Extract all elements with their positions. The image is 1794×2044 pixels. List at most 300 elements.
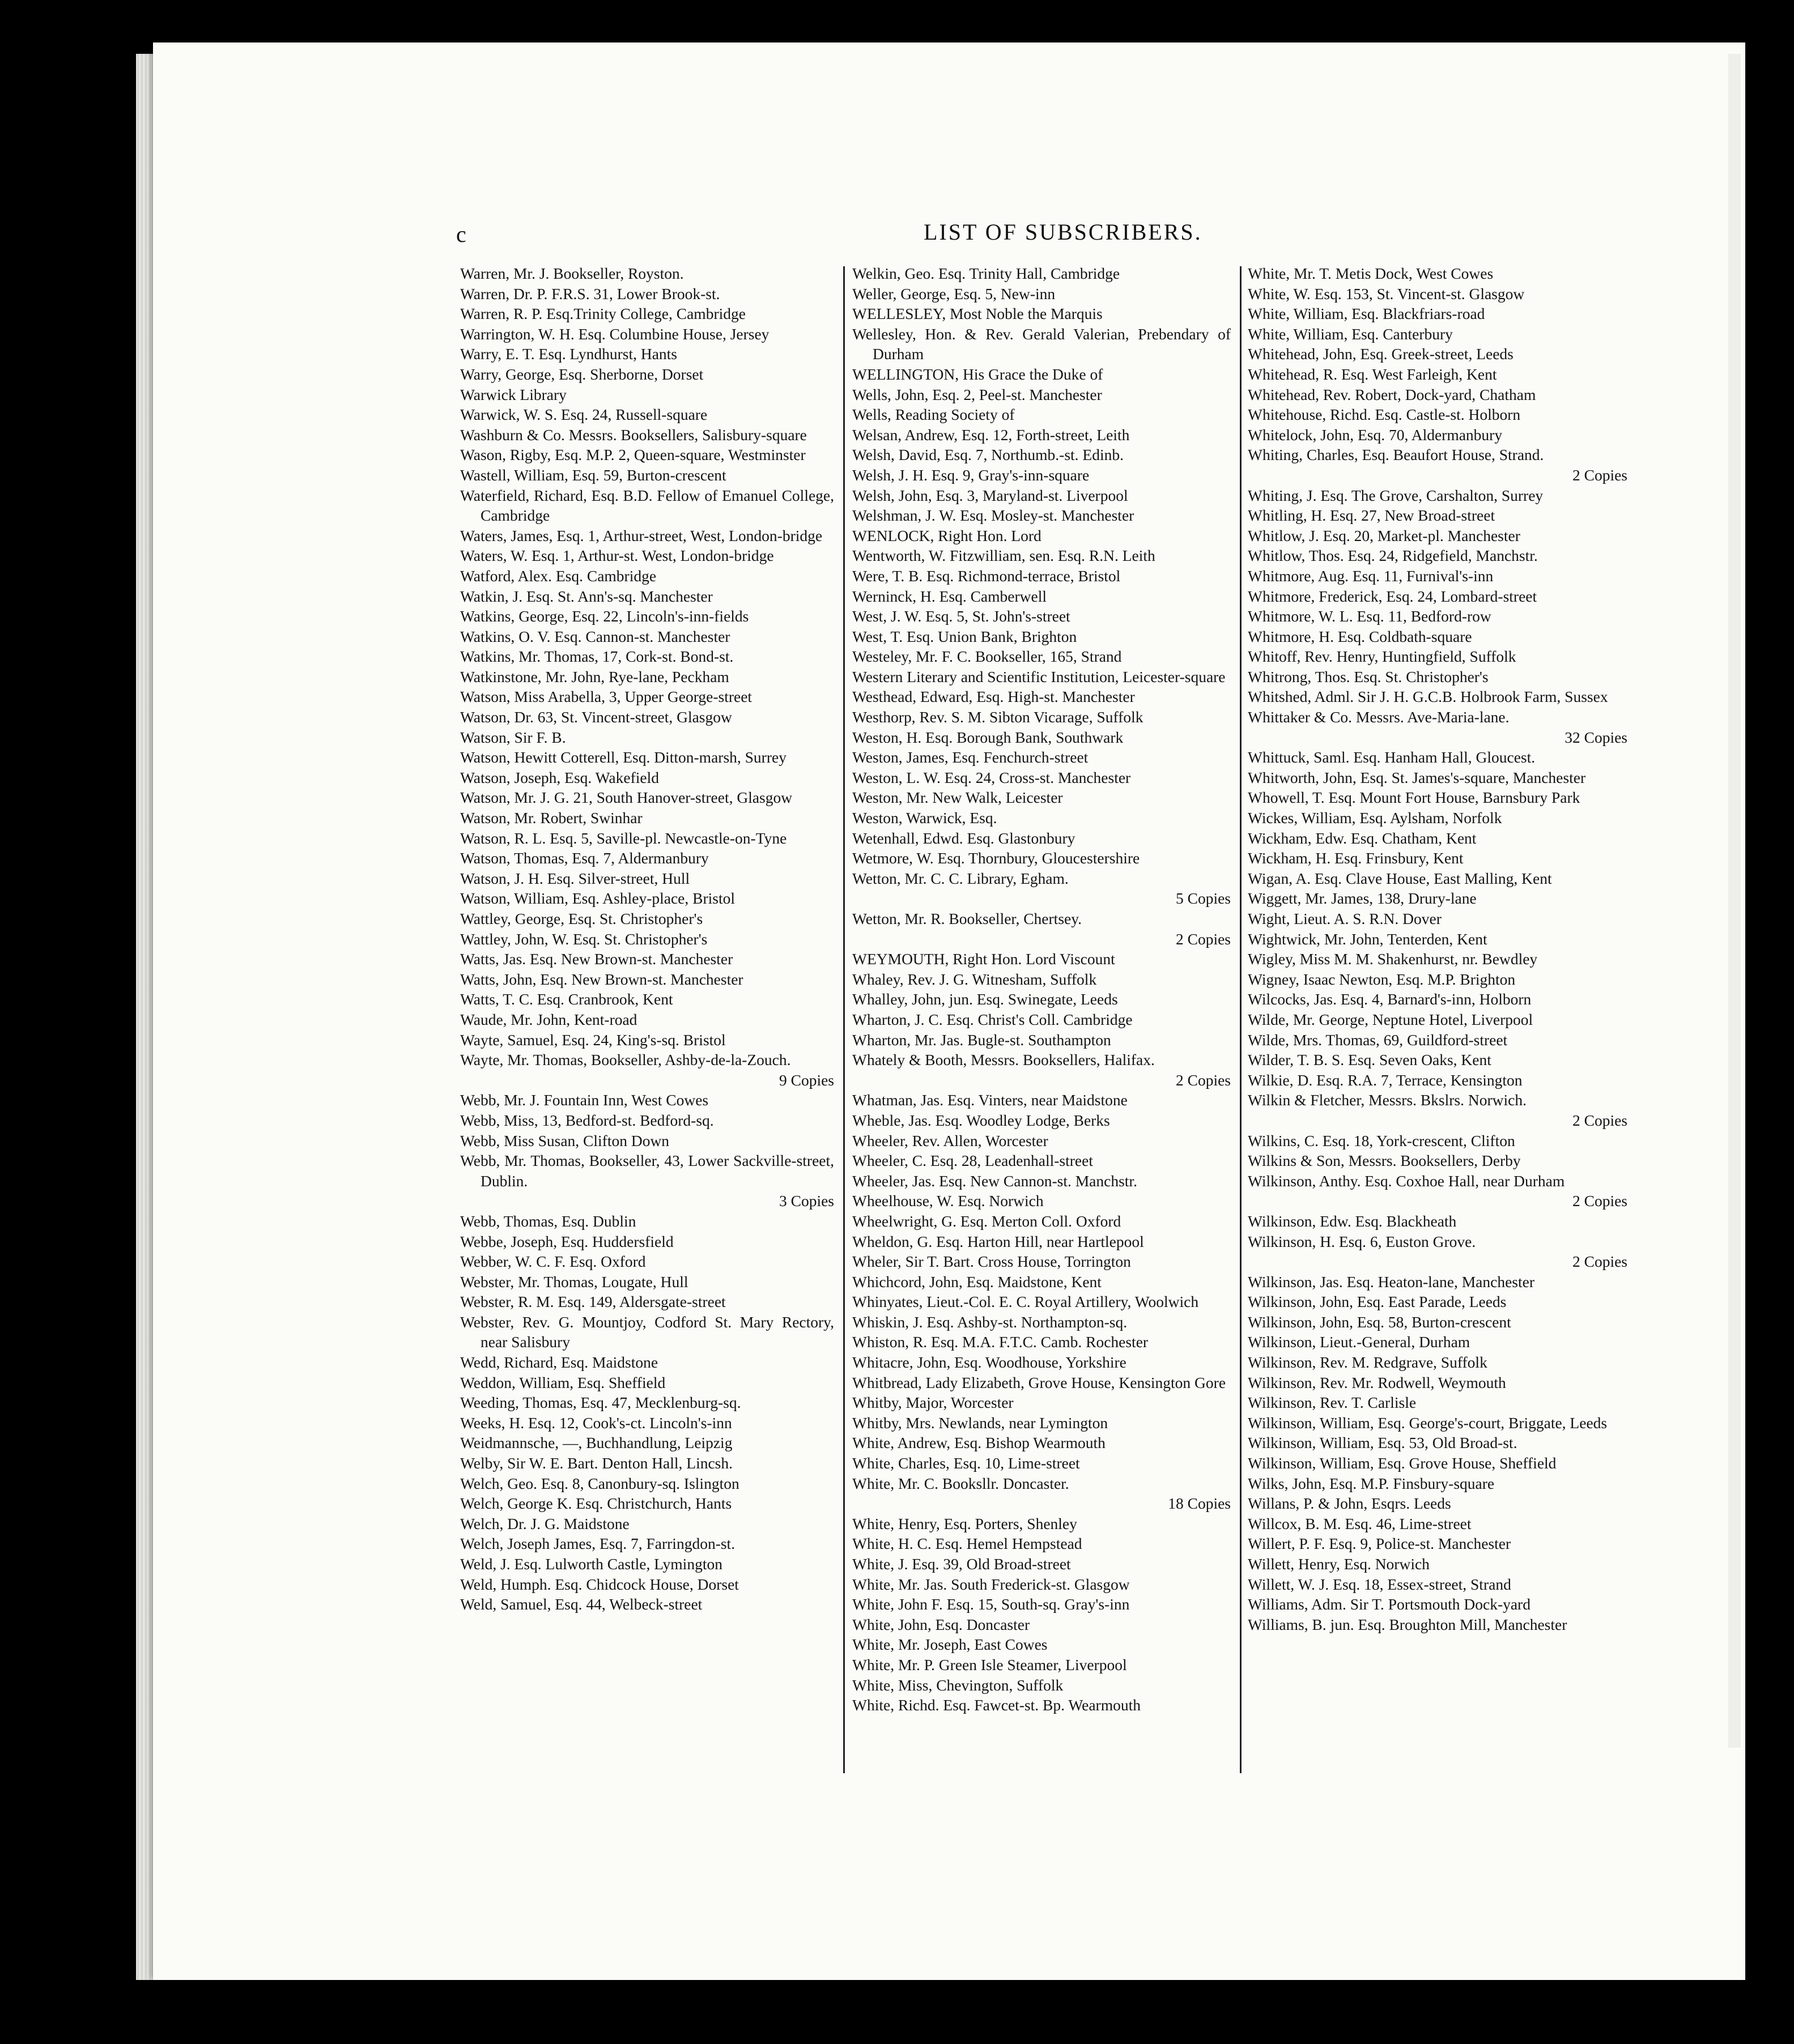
subscriber-entry (1248, 1312, 1627, 1332)
subscriber-entry (460, 1554, 834, 1574)
subscriber-name: Whitworth, John, Esq. St. James's-square, Manchester (1248, 768, 1586, 786)
subscriber-name: Webster, Rev. G. Mountjoy, Codford St. Mary Rectory, near Salisbury (460, 1313, 834, 1351)
subscriber-name: Whiston, R. Esq. M.A. F.T.C. Camb. Rochester (852, 1333, 1149, 1351)
subscriber-name: Westhead, Edward, Esq. High-st. Manchester (852, 688, 1135, 706)
subscriber-entry (1248, 808, 1627, 828)
subscriber-entry (1248, 1272, 1627, 1292)
copies-count: 2 Copies (1572, 466, 1627, 484)
subscriber-entry (852, 1514, 1231, 1534)
subscriber-entry (852, 949, 1231, 969)
subscriber-entry (460, 1050, 834, 1090)
subscriber-name: Whitby, Major, Worcester (852, 1394, 1014, 1412)
subscriber-name: Whitlow, J. Esq. 20, Market-pl. Manchester (1248, 526, 1520, 544)
subscriber-name: Whichcord, John, Esq. Maidstone, Kent (852, 1272, 1102, 1291)
subscriber-entry (1248, 1050, 1627, 1070)
subscriber-name: Welshman, J. W. Esq. Mosley-st. Manchester (852, 506, 1134, 525)
subscriber-name: Wheeler, Rev. Allen, Worcester (852, 1131, 1048, 1149)
subscriber-entry (852, 989, 1231, 1010)
subscriber-name: White, Andrew, Esq. Bishop Wearmouth (852, 1434, 1106, 1452)
subscriber-entry (852, 667, 1231, 687)
subscriber-entry (852, 364, 1231, 385)
subscriber-entry (1248, 505, 1627, 526)
subscriber-entry (460, 787, 834, 808)
subscriber-entry (852, 646, 1231, 667)
subscriber-entry (460, 1232, 834, 1252)
subscriber-entry (1248, 344, 1627, 364)
subscriber-name: Whitacre, John, Esq. Woodhouse, Yorkshire (852, 1353, 1126, 1372)
subscriber-entry (852, 1292, 1231, 1312)
subscriber-name: Wetton, Mr. C. C. Library, Egham. (852, 869, 1069, 887)
subscriber-name: Wason, Rigby, Esq. M.P. 2, Queen-square, Westminster (460, 446, 806, 464)
subscriber-name: Webbe, Joseph, Esq. Huddersfield (460, 1232, 674, 1250)
subscriber-entry (1248, 1514, 1627, 1534)
subscriber-entry (460, 1090, 834, 1110)
subscriber-entry (460, 1211, 834, 1232)
subscriber-name: Whowell, T. Esq. Mount Fort House, Barnsbury Park (1248, 789, 1580, 807)
subscriber-column-1 (460, 263, 834, 1615)
subscriber-entry (1248, 1554, 1627, 1574)
subscriber-name: Whitmore, H. Esq. Coldbath-square (1248, 627, 1472, 645)
subscriber-name: Whitling, H. Esq. 27, New Broad-street (1248, 506, 1495, 525)
subscriber-name: Wellesley, Hon. & Rev. Gerald Valerian, Prebendary of Durham (852, 325, 1231, 363)
subscriber-entry (852, 1474, 1231, 1514)
subscriber-name: White, Mr. T. Metis Dock, West Cowes (1248, 265, 1494, 282)
subscriber-entry (1248, 1453, 1627, 1474)
subscriber-name: Wilkinson, Rev. Mr. Rodwell, Weymouth (1248, 1373, 1506, 1391)
subscriber-entry (460, 989, 834, 1010)
subscriber-entry (460, 1433, 834, 1453)
subscriber-entry (852, 787, 1231, 808)
subscriber-entry (1248, 1574, 1627, 1595)
subscriber-name: White, William, Esq. Blackfriars-road (1248, 305, 1485, 323)
subscriber-name: Whitehead, John, Esq. Greek-street, Leeds (1248, 345, 1514, 363)
subscriber-entry (852, 687, 1231, 707)
copies-count: 2 Copies (1572, 1192, 1627, 1210)
subscriber-name: Wetton, Mr. R. Bookseller, Chertsey. (852, 910, 1082, 927)
subscriber-name: Whaley, Rev. J. G. Witnesham, Suffolk (852, 970, 1097, 988)
subscriber-name: Weeding, Thomas, Esq. 47, Mecklenburg-sq. (460, 1394, 741, 1412)
subscriber-entry (460, 1110, 834, 1131)
subscriber-name: Wilde, Mrs. Thomas, 69, Guildford-street (1248, 1030, 1508, 1049)
subscriber-entry (852, 526, 1231, 546)
subscriber-name: Whitmore, Aug. Esq. 11, Furnival's-inn (1248, 567, 1494, 585)
subscriber-name: Welch, Joseph James, Esq. 7, Farringdon-st. (460, 1535, 736, 1553)
subscriber-entry (1248, 425, 1627, 445)
subscriber-entry (1248, 949, 1627, 969)
subscriber-entry (1248, 1534, 1627, 1554)
subscriber-name: Wilkinson, Lieut.-General, Durham (1248, 1333, 1470, 1351)
subscriber-entry (852, 1050, 1231, 1090)
subscriber-entry (852, 304, 1231, 324)
subscriber-entry (460, 586, 834, 607)
subscriber-entry (1248, 1070, 1627, 1091)
subscriber-name: Wight, Lieut. A. S. R.N. Dover (1248, 910, 1442, 927)
subscriber-entry (1248, 364, 1627, 385)
subscriber-name: Weston, L. W. Esq. 24, Cross-st. Manchester (852, 768, 1131, 786)
subscriber-name: White, H. C. Esq. Hemel Hempstead (852, 1535, 1082, 1553)
subscriber-name: White, J. Esq. 39, Old Broad-street (852, 1555, 1071, 1573)
subscriber-name: WELLINGTON, His Grace the Duke of (852, 365, 1103, 383)
subscriber-name: Wells, John, Esq. 2, Peel-st. Manchester (852, 385, 1102, 403)
subscriber-name: Wheble, Jas. Esq. Woodley Lodge, Berks (852, 1111, 1110, 1129)
subscriber-entry (1248, 747, 1627, 768)
subscriber-name: Wilkins, C. Esq. 18, York-crescent, Clifton (1248, 1131, 1515, 1149)
subscriber-name: Wigan, A. Esq. Clave House, East Malling, Kent (1248, 869, 1552, 887)
subscriber-name: Wilkinson, John, Esq. 58, Burton-crescent (1248, 1313, 1511, 1331)
subscriber-entry (852, 1615, 1231, 1635)
subscriber-name: Wilkinson, William, Esq. Grove House, Sheffield (1248, 1454, 1557, 1472)
subscriber-entry (852, 828, 1231, 849)
subscriber-entry (460, 284, 834, 304)
subscriber-name: Wentworth, W. Fitzwilliam, sen. Esq. R.N. Leith (852, 547, 1155, 565)
subscriber-name: WENLOCK, Right Hon. Lord (852, 526, 1041, 544)
subscriber-name: Welsh, John, Esq. 3, Maryland-st. Liverpool (852, 486, 1128, 504)
subscriber-name: Welch, George K. Esq. Christchurch, Hants (460, 1494, 732, 1513)
subscriber-entry (460, 364, 834, 385)
subscriber-name: Washburn & Co. Messrs. Booksellers, Salisbury-square (460, 425, 807, 444)
subscriber-entry (852, 606, 1231, 627)
subscriber-name: Weld, J. Esq. Lulworth Castle, Lymington (460, 1555, 722, 1573)
subscriber-name: Watson, Miss Arabella, 3, Upper George-street (460, 688, 753, 706)
subscriber-name: Whitby, Mrs. Newlands, near Lymington (852, 1413, 1108, 1432)
subscriber-name: Willett, Henry, Esq. Norwich (1248, 1555, 1430, 1573)
subscriber-entry (852, 1373, 1231, 1393)
subscriber-entry (1248, 546, 1627, 566)
subscriber-entry (852, 1574, 1231, 1595)
subscriber-entry (460, 1534, 834, 1554)
subscriber-entry (460, 808, 834, 828)
subscriber-name: Wharton, J. C. Esq. Christ's Coll. Cambridge (852, 1010, 1133, 1028)
subscriber-entry (460, 747, 834, 768)
subscriber-name: Wiggett, Mr. James, 138, Drury-lane (1248, 889, 1477, 908)
subscriber-name: Welch, Geo. Esq. 8, Canonbury-sq. Islington (460, 1474, 739, 1492)
subscriber-name: Williams, B. jun. Esq. Broughton Mill, Manchester (1248, 1615, 1567, 1633)
subscriber-name: Webb, Miss Susan, Clifton Down (460, 1131, 670, 1149)
subscriber-entry (460, 526, 834, 546)
subscriber-name: Weld, Samuel, Esq. 44, Welbeck-street (460, 1595, 703, 1613)
subscriber-name: Warwick Library (460, 385, 567, 403)
subscriber-name: Whitehead, R. Esq. West Farleigh, Kent (1248, 365, 1497, 383)
copies-count: 5 Copies (1175, 889, 1231, 908)
subscriber-entry (1248, 969, 1627, 990)
subscriber-name: Weston, Mr. New Walk, Leicester (852, 789, 1063, 807)
subscriber-entry (460, 566, 834, 586)
subscriber-entry (852, 324, 1231, 364)
copies-count: 2 Copies (1175, 930, 1231, 948)
subscriber-name: Wayte, Samuel, Esq. 24, King's-sq. Bristol (460, 1030, 726, 1049)
subscriber-name: Watson, Sir F. B. (460, 728, 566, 746)
subscriber-name: Wilkie, D. Esq. R.A. 7, Terrace, Kensington (1248, 1071, 1523, 1089)
subscriber-name: Watson, Thomas, Esq. 7, Aldermanbury (460, 849, 709, 867)
subscriber-name: Whatman, Jas. Esq. Vinters, near Maidstone (852, 1091, 1128, 1109)
subscriber-name: Watts, T. C. Esq. Cranbrook, Kent (460, 990, 673, 1008)
subscriber-entry (852, 486, 1231, 506)
subscriber-name: West, J. W. Esq. 5, St. John's-street (852, 607, 1070, 625)
subscriber-name: Wilkinson, William, Esq. 53, Old Broad-st. (1248, 1434, 1517, 1452)
subscriber-name: Whitlow, Thos. Esq. 24, Ridgefield, Manchstr. (1248, 547, 1538, 565)
column-divider (843, 266, 845, 1773)
subscriber-name: Warwick, W. S. Esq. 24, Russell-square (460, 406, 708, 424)
subscriber-entry (852, 627, 1231, 647)
subscriber-entry (852, 546, 1231, 566)
subscriber-entry (852, 1352, 1231, 1373)
subscriber-entry (460, 667, 834, 687)
subscriber-name: White, Miss, Chevington, Suffolk (852, 1676, 1064, 1694)
subscriber-name: Welsh, J. H. Esq. 9, Gray's-inn-square (852, 466, 1090, 484)
subscriber-name: Weller, George, Esq. 5, New-inn (852, 284, 1056, 303)
subscriber-name: Wheeler, Jas. Esq. New Cannon-st. Manchstr. (852, 1172, 1137, 1190)
subscriber-name: White, John F. Esq. 15, South-sq. Gray's-inn (852, 1595, 1130, 1613)
subscriber-name: Wharton, Mr. Jas. Bugle-st. Southampton (852, 1030, 1111, 1049)
subscriber-entry (1248, 486, 1627, 506)
subscriber-name: Wilkinson, John, Esq. East Parade, Leeds (1248, 1293, 1507, 1311)
subscriber-name: Wilkinson, Rev. T. Carlisle (1248, 1394, 1417, 1412)
subscriber-name: Wilder, T. B. S. Esq. Seven Oaks, Kent (1248, 1051, 1491, 1069)
subscriber-name: Wilkinson, Edw. Esq. Blackheath (1248, 1212, 1457, 1230)
subscriber-entry (460, 404, 834, 425)
subscriber-name: Wigney, Isaac Newton, Esq. M.P. Brighton (1248, 970, 1516, 988)
subscriber-entry (460, 768, 834, 788)
subscriber-entry (852, 1090, 1231, 1110)
subscriber-name: Whitehead, Rev. Robert, Dock-yard, Chatham (1248, 385, 1536, 403)
subscriber-entry (460, 1574, 834, 1595)
subscriber-entry (460, 1251, 834, 1272)
subscriber-entry (1248, 888, 1627, 909)
subscriber-name: Webb, Thomas, Esq. Dublin (460, 1212, 636, 1230)
subscriber-entry (460, 1131, 834, 1151)
subscriber-entry (852, 969, 1231, 990)
subscriber-entry (852, 1453, 1231, 1474)
subscriber-name: Welch, Dr. J. G. Maidstone (460, 1514, 630, 1532)
subscriber-name: Welsan, Andrew, Esq. 12, Forth-street, Leith (852, 425, 1130, 444)
subscriber-entry (1248, 284, 1627, 304)
subscriber-name: Wheelhouse, W. Esq. Norwich (852, 1192, 1044, 1210)
subscriber-name: Wickham, H. Esq. Frinsbury, Kent (1248, 849, 1464, 867)
subscriber-name: Wheler, Sir T. Bart. Cross House, Torrington (852, 1253, 1131, 1271)
subscriber-name: Whitoff, Rev. Henry, Huntingfield, Suffolk (1248, 648, 1516, 666)
subscriber-name: Wickham, Edw. Esq. Chatham, Kent (1248, 829, 1477, 847)
subscriber-entry (852, 505, 1231, 526)
subscriber-entry (1248, 1010, 1627, 1030)
subscriber-name: Whitmore, W. L. Esq. 11, Bedford-row (1248, 607, 1491, 625)
subscriber-name: Whiskin, J. Esq. Ashby-st. Northampton-sq. (852, 1313, 1128, 1331)
subscriber-entry (1248, 1413, 1627, 1433)
subscriber-entry (460, 1514, 834, 1534)
subscriber-entry (852, 1554, 1231, 1574)
subscriber-entry (460, 304, 834, 324)
subscriber-entry (1248, 1292, 1627, 1312)
subscriber-entry (852, 1393, 1231, 1413)
subscriber-entry (460, 344, 834, 364)
subscriber-name: Watson, Mr. Robert, Swinhar (460, 809, 643, 827)
subscriber-name: Watson, Hewitt Cotterell, Esq. Ditton-marsh, Surrey (460, 748, 787, 766)
subscriber-entry (852, 284, 1231, 304)
subscriber-name: Whitrong, Thos. Esq. St. Christopher's (1248, 667, 1489, 685)
copies-count: 9 Copies (779, 1071, 834, 1089)
subscriber-name: Weston, H. Esq. Borough Bank, Southwark (852, 728, 1124, 746)
subscriber-entry (460, 1312, 834, 1352)
subscriber-entry (1248, 1493, 1627, 1514)
subscriber-name: Watkins, Mr. Thomas, 17, Cork-st. Bond-st. (460, 648, 734, 666)
subscriber-entry (852, 445, 1231, 465)
subscriber-entry (852, 566, 1231, 586)
subscriber-name: Watson, R. L. Esq. 5, Saville-pl. Newcastle-on-Tyne (460, 829, 787, 847)
subscriber-entry (460, 646, 834, 667)
subscriber-name: Wayte, Mr. Thomas, Bookseller, Ashby-de-la-Zouch. (460, 1051, 791, 1069)
subscriber-name: White, Henry, Esq. Porters, Shenley (852, 1514, 1077, 1532)
subscriber-entry (1248, 1151, 1627, 1171)
subscriber-entry (852, 1151, 1231, 1171)
page-edge-right (1728, 54, 1741, 1748)
copies-count: 2 Copies (1572, 1111, 1627, 1129)
subscriber-name: Willert, P. F. Esq. 9, Police-st. Manchester (1248, 1535, 1511, 1553)
subscriber-entry (852, 768, 1231, 788)
subscriber-name: Warrington, W. H. Esq. Columbine House, Jersey (460, 325, 770, 343)
subscriber-name: Wightwick, Mr. John, Tenterden, Kent (1248, 930, 1487, 948)
subscriber-entry (460, 707, 834, 727)
subscriber-entry (460, 627, 834, 647)
subscriber-entry (1248, 989, 1627, 1010)
subscriber-name: Wattley, John, W. Esq. St. Christopher's (460, 930, 708, 948)
subscriber-name: Watson, William, Esq. Ashley-place, Bristol (460, 889, 735, 908)
subscriber-entry (1248, 1373, 1627, 1393)
subscriber-name: Whately & Booth, Messrs. Booksellers, Halifax. (852, 1051, 1155, 1069)
subscriber-entry (1248, 1030, 1627, 1050)
subscriber-name: Wilks, John, Esq. M.P. Finsbury-square (1248, 1474, 1495, 1492)
subscriber-name: Willcox, B. M. Esq. 46, Lime-street (1248, 1514, 1472, 1532)
subscriber-name: White, Charles, Esq. 10, Lime-street (852, 1454, 1080, 1472)
subscriber-name: Western Literary and Scientific Institution, Leicester-square (852, 667, 1226, 685)
subscriber-name: Watson, J. H. Esq. Silver-street, Hull (460, 869, 690, 887)
subscriber-entry (1248, 404, 1627, 425)
subscriber-entry (852, 1594, 1231, 1615)
subscriber-entry (460, 687, 834, 707)
subscriber-entry (460, 465, 834, 486)
subscriber-name: Watson, Dr. 63, St. Vincent-street, Glasgow (460, 708, 732, 726)
copies-count: 32 Copies (1565, 728, 1627, 746)
subscriber-name: Waters, James, Esq. 1, Arthur-street, West, London-bridge (460, 526, 823, 544)
subscriber-entry (852, 1272, 1231, 1292)
subscriber-entry (460, 868, 834, 889)
subscriber-name: Whiting, J. Esq. The Grove, Carshalton, Surrey (1248, 486, 1544, 504)
subscriber-entry (1248, 646, 1627, 667)
subscriber-entry (852, 1534, 1231, 1554)
subscriber-name: Weeks, H. Esq. 12, Cook's-ct. Lincoln's-inn (460, 1413, 732, 1432)
subscriber-entry (852, 1433, 1231, 1453)
subscriber-name: White, W. Esq. 153, St. Vincent-st. Glasgow (1248, 284, 1525, 303)
subscriber-entry (852, 747, 1231, 768)
subscriber-entry (460, 546, 834, 566)
copies-count: 2 Copies (1572, 1253, 1627, 1271)
subscriber-name: White, Mr. Joseph, East Cowes (852, 1636, 1048, 1654)
subscriber-name: Wilkinson, William, Esq. George's-court, Briggate, Leeds (1248, 1413, 1608, 1432)
subscriber-entry (852, 1634, 1231, 1655)
subscriber-name: Warry, E. T. Esq. Lyndhurst, Hants (460, 345, 677, 363)
subscriber-name: Weston, James, Esq. Fenchurch-street (852, 748, 1089, 766)
subscriber-name: Whitmore, Frederick, Esq. 24, Lombard-street (1248, 587, 1537, 605)
subscriber-entry (852, 586, 1231, 607)
subscriber-name: Webster, Mr. Thomas, Lougate, Hull (460, 1272, 688, 1291)
subscriber-name: Wells, Reading Society of (852, 406, 1015, 424)
subscriber-name: Watson, Mr. J. G. 21, South Hanover-street, Glasgow (460, 789, 793, 807)
subscriber-entry (1248, 526, 1627, 546)
subscriber-entry (1248, 909, 1627, 929)
copies-count: 2 Copies (1175, 1071, 1231, 1089)
subscriber-entry (460, 1030, 834, 1050)
copies-count: 3 Copies (779, 1192, 834, 1210)
subscriber-entry (460, 324, 834, 344)
subscriber-name: Warry, George, Esq. Sherborne, Dorset (460, 365, 704, 383)
subscriber-name: Whalley, John, jun. Esq. Swinegate, Leeds (852, 990, 1118, 1008)
subscriber-name: Westhorp, Rev. S. M. Sibton Vicarage, Suffolk (852, 708, 1143, 726)
subscriber-name: Warren, R. P. Esq.Trinity College, Cambridge (460, 305, 746, 323)
subscriber-entry (852, 404, 1231, 425)
subscriber-entry (1248, 1393, 1627, 1413)
subscriber-name: Watkinstone, Mr. John, Rye-lane, Peckham (460, 667, 729, 685)
subscriber-entry (460, 385, 834, 405)
subscriber-entry (852, 1110, 1231, 1131)
subscriber-entry (852, 1413, 1231, 1433)
subscriber-entry (1248, 263, 1627, 284)
subscriber-entry (852, 1232, 1231, 1252)
subscriber-name: Wilkinson, H. Esq. 6, Euston Grove. (1248, 1232, 1476, 1250)
subscriber-name: Whitshed, Adml. Sir J. H. G.C.B. Holbrook Farm, Sussex (1248, 688, 1608, 706)
subscriber-entry (460, 1373, 834, 1393)
subscriber-name: White, John, Esq. Doncaster (852, 1615, 1030, 1633)
subscriber-entry (460, 1352, 834, 1373)
page-signature-letter: c (456, 222, 466, 247)
subscriber-entry (1248, 445, 1627, 485)
subscriber-name: Wigley, Miss M. M. Shakenhurst, nr. Bewdley (1248, 950, 1538, 968)
subscriber-name: Wilkinson, Rev. M. Redgrave, Suffolk (1248, 1353, 1487, 1372)
subscriber-name: Weld, Humph. Esq. Chidcock House, Dorset (460, 1575, 739, 1593)
subscriber-entry (460, 1594, 834, 1615)
subscriber-entry (1248, 606, 1627, 627)
subscriber-entry (460, 1474, 834, 1494)
subscriber-entry (460, 263, 834, 284)
subscriber-name: Webster, R. M. Esq. 149, Aldersgate-street (460, 1293, 726, 1311)
subscriber-entry (1248, 586, 1627, 607)
subscriber-name: Wilkin & Fletcher, Messrs. Bkslrs. Norwich. (1248, 1091, 1527, 1109)
subscriber-entry (852, 1211, 1231, 1232)
subscriber-name: WEYMOUTH, Right Hon. Lord Viscount (852, 950, 1115, 968)
subscriber-entry (1248, 707, 1627, 747)
subscriber-entry (1248, 304, 1627, 324)
subscriber-name: Wattley, George, Esq. St. Christopher's (460, 910, 703, 927)
subscriber-entry (1248, 929, 1627, 949)
subscriber-name: Wheeler, C. Esq. 28, Leadenhall-street (852, 1152, 1093, 1170)
subscriber-name: Weston, Warwick, Esq. (852, 809, 997, 827)
subscriber-entry (852, 868, 1231, 909)
subscriber-entry (852, 727, 1231, 748)
subscriber-entry (852, 425, 1231, 445)
subscriber-entry (852, 1191, 1231, 1211)
subscriber-entry (460, 1010, 834, 1030)
subscriber-entry (1248, 768, 1627, 788)
subscriber-entry (1248, 324, 1627, 344)
subscriber-entry (1248, 385, 1627, 405)
subscriber-entry (1248, 1433, 1627, 1453)
subscriber-entry (1248, 828, 1627, 849)
subscriber-name: Webb, Miss, 13, Bedford-st. Bedford-sq. (460, 1111, 714, 1129)
subscriber-entry (1248, 787, 1627, 808)
subscriber-entry (852, 1312, 1231, 1332)
subscriber-entry (852, 1332, 1231, 1352)
subscriber-entry (852, 1030, 1231, 1050)
subscriber-name: Williams, Adm. Sir T. Portsmouth Dock-yard (1248, 1595, 1531, 1613)
subscriber-entry (1248, 868, 1627, 889)
copies-count: 18 Copies (1168, 1494, 1231, 1513)
